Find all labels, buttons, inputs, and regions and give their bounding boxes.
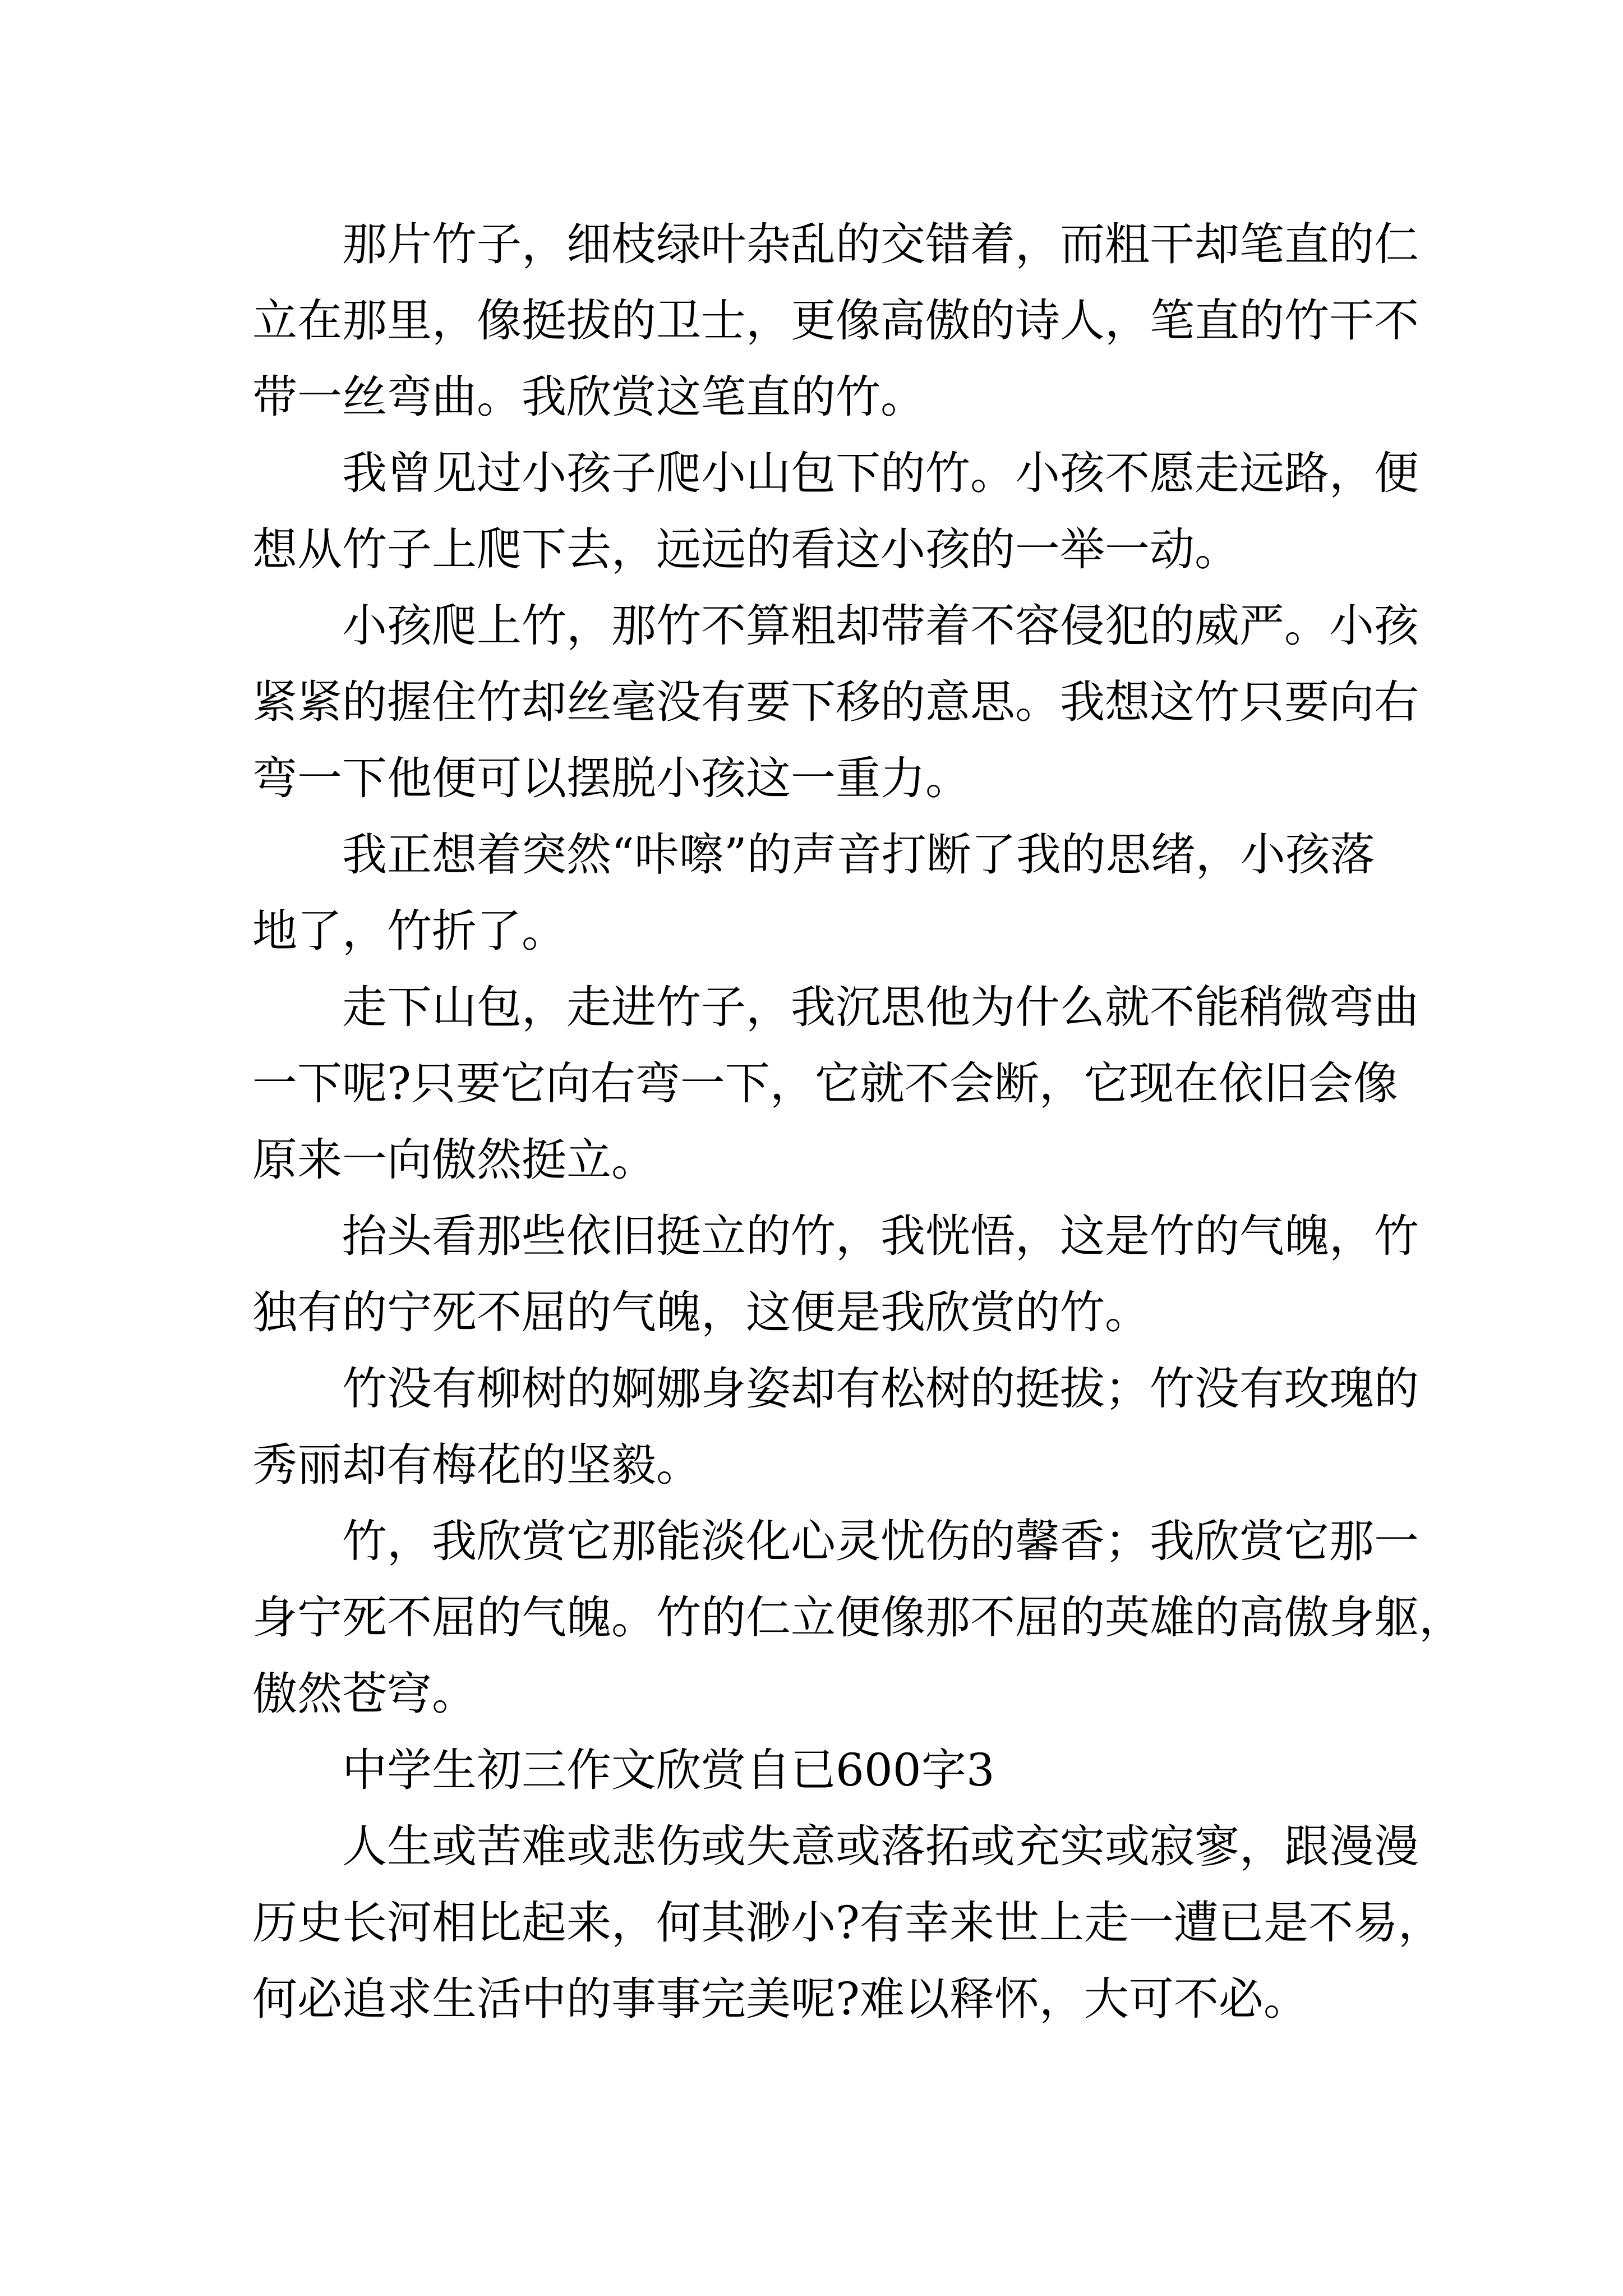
text-line: 竹，我欣赏它那能淡化心灵忧伤的馨香；我欣赏它那一 (342, 1515, 1419, 1567)
text-line: 我曾见过小孩子爬小山包下的竹。小孩不愿走远路，便 (342, 447, 1419, 499)
text-line: 带一丝弯曲。我欣赏这笔直的竹。 (252, 371, 925, 423)
text-line: 我正想着突然“咔嚓”的声音打断了我的思绪，小孩落 (342, 829, 1375, 881)
text-line: 弯一下他便可以摆脱小孩这一重力。 (252, 752, 970, 804)
text-line: 抬头看那些依旧挺立的竹，我恍悟，这是竹的气魄，竹 (342, 1210, 1419, 1262)
text-line: 想从竹子上爬下去，远远的看这小孩的一举一动。 (252, 523, 1239, 576)
text-line: 独有的宁死不屈的气魄，这便是我欣赏的竹。 (252, 1286, 1150, 1338)
text-line: 那片竹子，细枝绿叶杂乱的交错着，而粗干却笔直的仁 (342, 218, 1419, 270)
text-line: 紧紧的握住竹却丝毫没有要下移的意思。我想这竹只要向右 (252, 676, 1419, 728)
text-line: 地了，竹折了。 (252, 905, 566, 957)
text-line: 历史长河相比起来，何其渺小?有幸来世上走一遭已是不易， (252, 1897, 1443, 1949)
text-line: 走下山包，走进竹子，我沉思他为什么就不能稍微弯曲 (342, 981, 1419, 1033)
text-line: 立在那里，像挺拔的卫士，更像高傲的诗人，笔直的竹干不 (252, 295, 1419, 347)
text-line: 身宁死不屈的气魄。竹的仁立便像那不屈的英雄的高傲身躯， (252, 1591, 1464, 1644)
text-line: 竹没有柳树的婀娜身姿却有松树的挺拔；竹没有玫瑰的 (342, 1363, 1419, 1415)
text-line: 小孩爬上竹，那竹不算粗却带着不容侵犯的威严。小孩 (342, 600, 1419, 652)
text-line: 何必追求生活中的事事完美呢?难以释怀，大可不必。 (252, 1973, 1308, 2025)
essay-text-block (252, 206, 1464, 2037)
text-line: 一下呢?只要它向右弯一下，它就不会断，它现在依旧会像 (252, 1057, 1398, 1110)
text-line: 人生或苦难或悲伤或失意或落拓或充实或寂寥，跟漫漫 (342, 1820, 1419, 1872)
text-line: 傲然苍穹。 (252, 1668, 477, 1720)
text-line: 原来一向傲然挺立。 (252, 1134, 656, 1186)
text-line: 秀丽却有梅花的坚毅。 (252, 1439, 701, 1491)
section-heading: 中学生初三作文欣赏自已600字3 (342, 1744, 995, 1796)
